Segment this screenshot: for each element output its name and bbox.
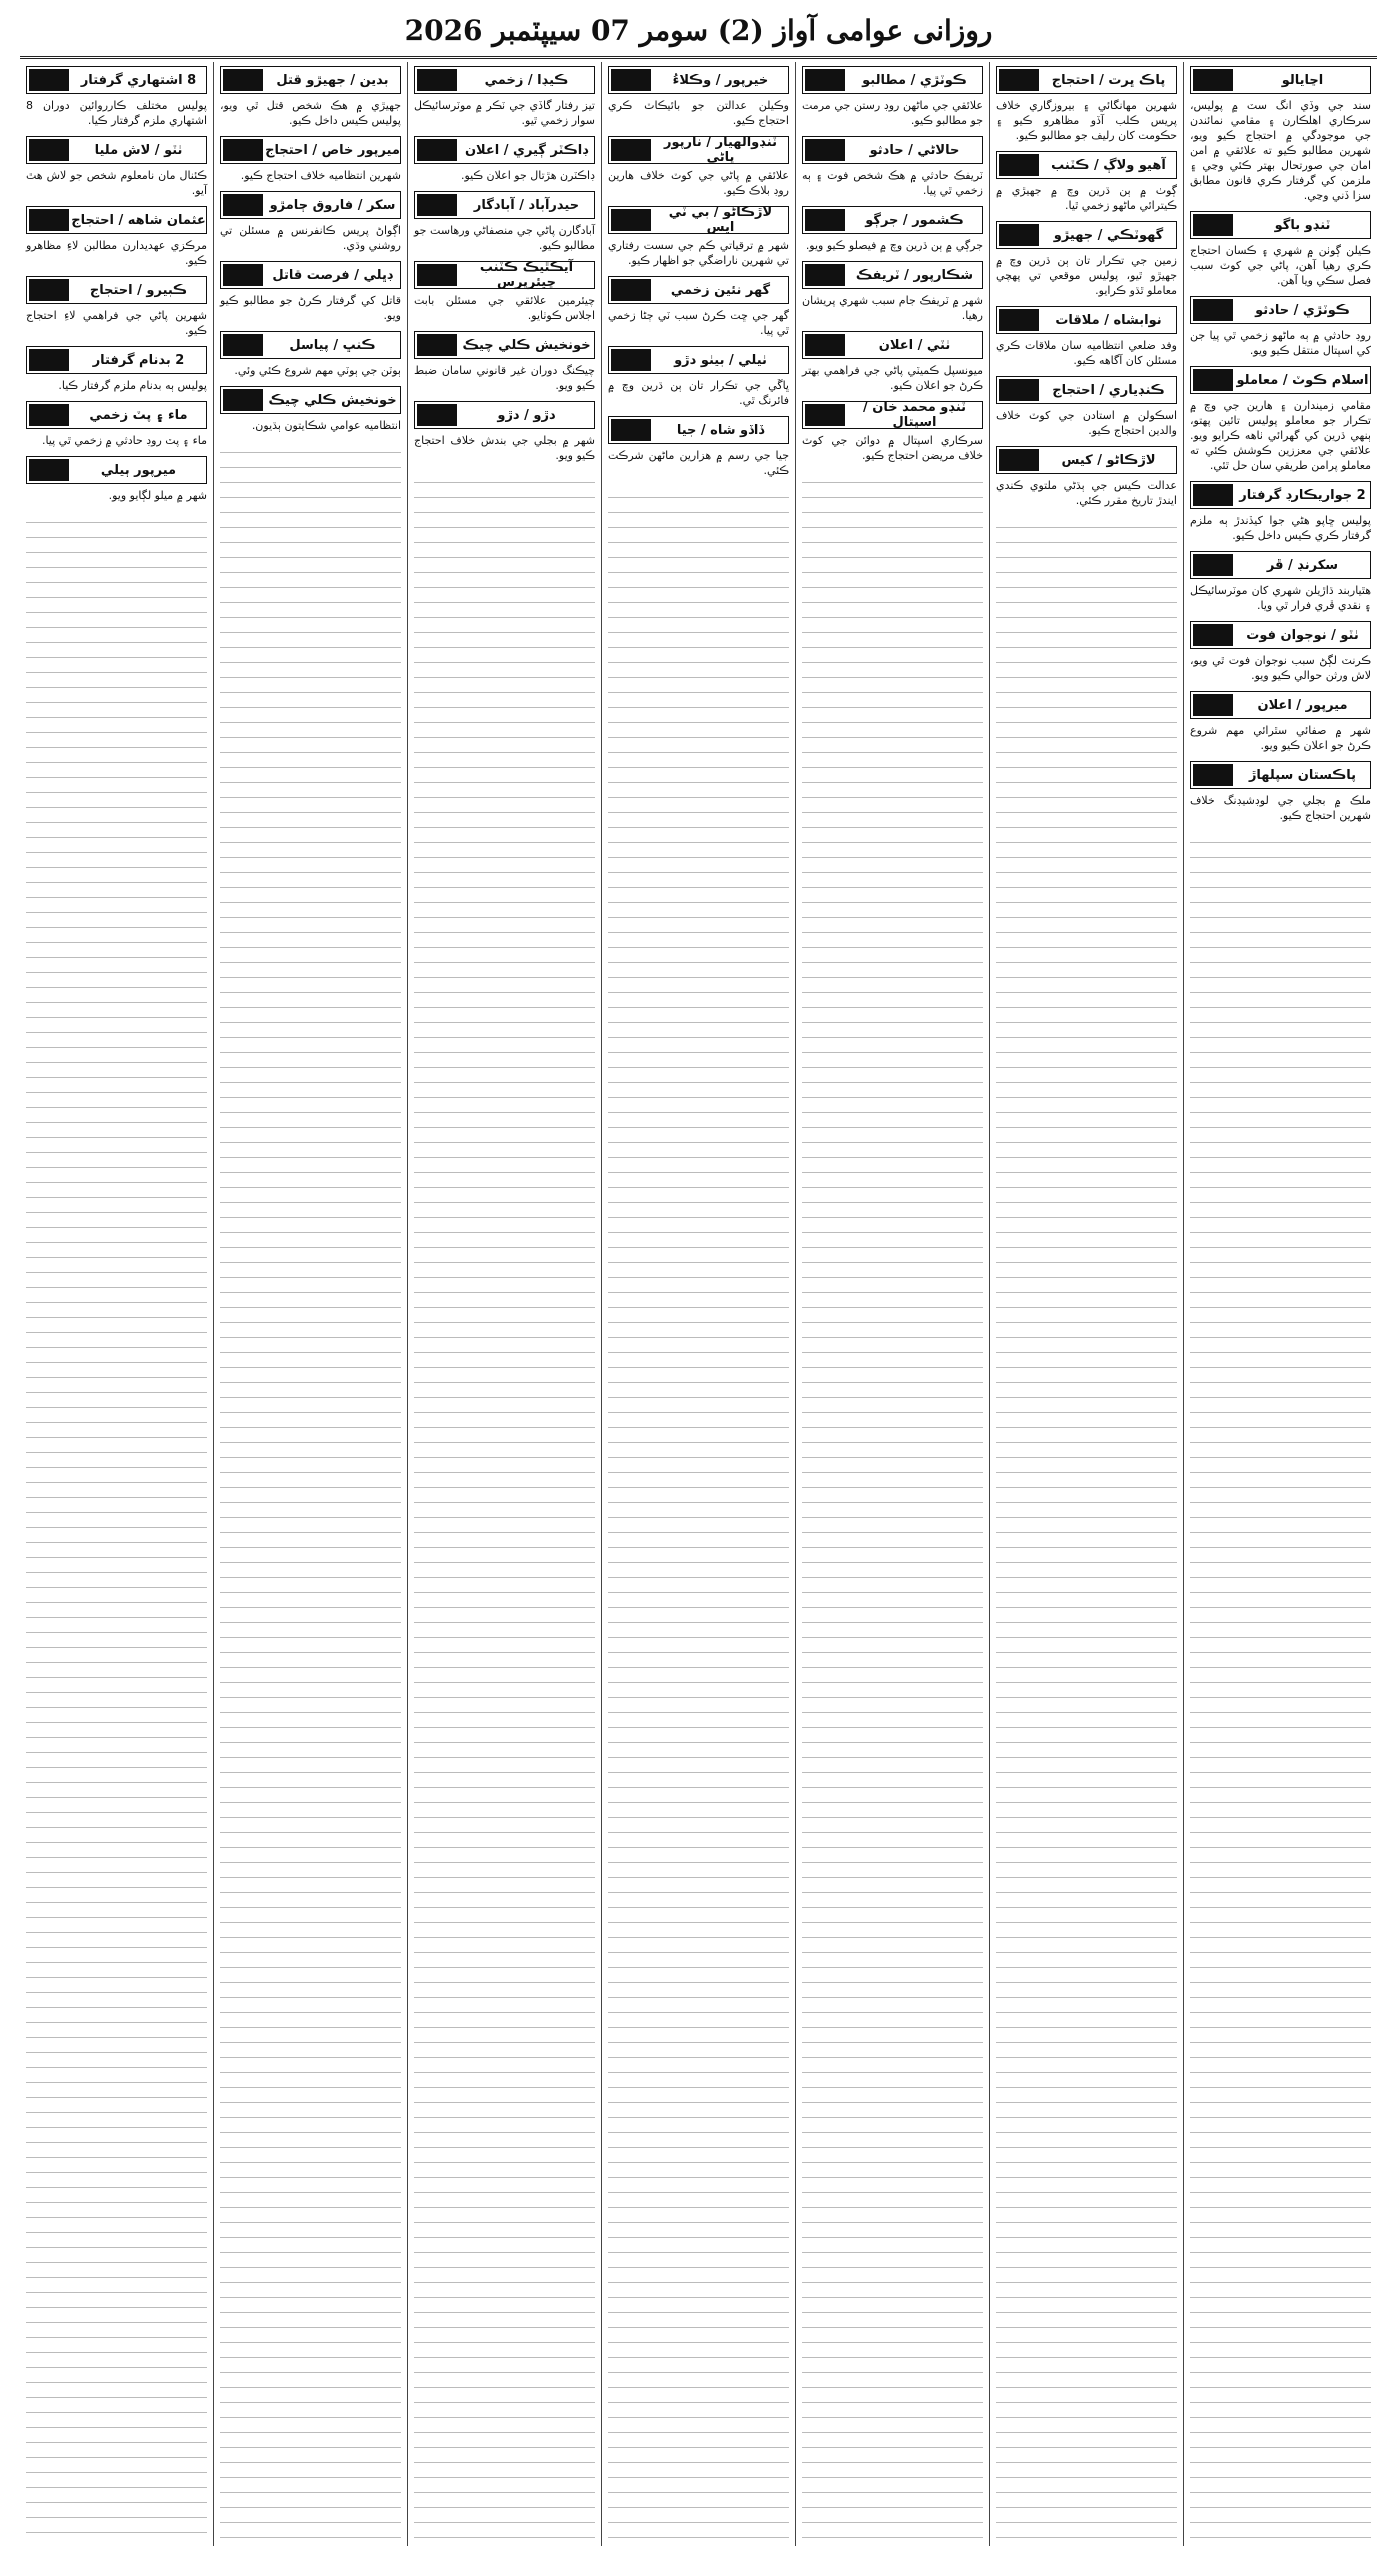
story-body: سند جي وڏي انگ سٽ ۾ پوليس، سرڪاري اهلڪارن ۽ مقامي نمائندن جي موجودگي ۾ احتجاج ڪيو ويو، شهرين مطالبو ڪيو ته علائقي ۾ امن امان جي صورتحال بهتر ڪئي وڃي ۽ ملزمن کي گرفتار ڪري قانون مطابق سزا ڏني وڃي.: [1190, 99, 1371, 202]
story-dateline: گهر نئين زخمي: [670, 282, 771, 298]
story-dateline: ڪبيرو / احتجاج: [89, 282, 188, 298]
story-header: [996, 446, 1177, 474]
story-body: ماء ۽ پٽ روڊ حادثي ۾ زخمي ٿي پيا.: [41, 434, 207, 447]
story-dateline: ٺيلي / بيٺو دڙو: [674, 352, 767, 368]
column-text-filler: [996, 516, 1177, 2546]
black-tag-block: [611, 279, 651, 301]
story-body: سرڪاري اسپتال ۾ دوائن جي کوٽ خلاف مريضن احتجاج ڪيو.: [802, 434, 983, 462]
news-story: [26, 456, 207, 503]
black-tag-block: [29, 139, 69, 161]
news-story: [802, 261, 983, 323]
story-body: هٿياربند ڌاڙيلن شهري کان موٽرسائيڪل ۽ نقدي ڦري فرار ٿي ويا.: [1190, 584, 1371, 612]
news-story: [1190, 761, 1371, 823]
story-header: [802, 331, 983, 359]
black-tag-block: [805, 209, 845, 231]
story-dateline: سکرنڊ / ڦر: [1266, 557, 1339, 573]
black-tag-block: [611, 139, 651, 161]
story-body: وڪيلن عدالتن جو بائيڪاٽ ڪري احتجاج ڪيو.: [608, 99, 789, 127]
story-body: مقامي زميندارن ۽ هارين جي وچ ۾ تڪرار جو معاملو پوليس تائين پهتو، ٻنهي ڌرين کي گهرائي ٺاهه ڪرايو ويو. علائقي جي معززين ڪوشش ڪئي ته معاملو پرامن طريقي سان حل ٿئي.: [1190, 399, 1371, 472]
story-dateline: اسلام ڪوٽ / معاملو: [1236, 372, 1369, 388]
black-tag-block: [223, 139, 263, 161]
story-header: [1190, 366, 1371, 394]
news-story: [26, 346, 207, 393]
story-header: [414, 331, 595, 359]
story-body: ميونسپل ڪميٽي پاڻي جي فراهمي بهتر ڪرڻ جو اعلان ڪيو.: [802, 364, 983, 392]
black-tag-block: [29, 459, 69, 481]
news-story: [802, 401, 983, 463]
column-text-filler: [1190, 831, 1371, 2546]
story-header: [220, 136, 401, 164]
news-story: [802, 66, 983, 128]
black-tag-block: [223, 334, 263, 356]
black-tag-block: [223, 264, 263, 286]
news-story: [26, 276, 207, 338]
story-body: ڪئنال مان نامعلوم شخص جو لاش هٿ آيو.: [26, 169, 207, 197]
story-header: [1190, 66, 1371, 94]
news-story: [414, 401, 595, 463]
black-tag-block: [805, 404, 845, 426]
black-tag-block: [29, 404, 69, 426]
story-dateline: ماء ۽ پٽ زخمي: [89, 407, 188, 423]
news-story: [220, 261, 401, 323]
black-tag-block: [417, 69, 457, 91]
story-header: [996, 66, 1177, 94]
story-dateline: 2 جواريڪارڊ گرفتار: [1239, 487, 1366, 503]
story-body: مرڪزي عهديدارن مطالبن لاءِ مظاهرو ڪيو.: [26, 239, 207, 267]
black-tag-block: [999, 309, 1039, 331]
story-body: چيڪنگ دوران غير قانوني سامان ضبط ڪيو ويو.: [414, 364, 595, 392]
black-tag-block: [417, 334, 457, 356]
story-body: جيا جي رسم ۾ هزارين ماڻهن شرڪت ڪئي.: [608, 449, 789, 477]
news-story: [1190, 66, 1371, 203]
story-header: [802, 136, 983, 164]
black-tag-block: [1193, 694, 1233, 716]
story-body: علائقي ۾ پاڻي جي کوٽ خلاف هارين روڊ بلاڪ ڪيو.: [608, 169, 789, 197]
story-dateline: ٺٽو / لاش مليا: [94, 142, 183, 158]
news-story: [26, 66, 207, 128]
news-story: [26, 401, 207, 448]
story-header: [802, 261, 983, 289]
news-story: [608, 416, 789, 478]
story-dateline: 2 بدنام گرفتار: [92, 352, 185, 368]
story-header: [608, 346, 789, 374]
story-header: [1190, 691, 1371, 719]
story-body: ڊاڪٽرن هڙتال جو اعلان ڪيو.: [460, 169, 595, 182]
story-body: اسڪولن ۾ استادن جي کوٽ خلاف والدين احتجاج ڪيو.: [996, 409, 1177, 437]
news-column: [407, 62, 601, 2546]
story-body: ملڪ ۾ بجلي جي لوڊشيڊنگ خلاف شهرين احتجاج ڪيو.: [1190, 794, 1371, 822]
story-body: وفد ضلعي انتظاميه سان ملاقات ڪري مسئلن کان آگاهه ڪيو.: [996, 339, 1177, 367]
black-tag-block: [29, 279, 69, 301]
black-tag-block: [417, 139, 457, 161]
story-header: [26, 206, 207, 234]
story-body: اڳواڻ پريس ڪانفرنس ۾ مسئلن تي روشني وڌي.: [220, 224, 401, 252]
story-dateline: حالاڻي / حادثو: [869, 142, 960, 158]
story-header: [608, 206, 789, 234]
black-tag-block: [1193, 69, 1233, 91]
story-header: [996, 376, 1177, 404]
story-dateline: ڪوٽڙي / مطالبو: [862, 72, 967, 88]
news-story: [220, 331, 401, 378]
news-story: [1190, 481, 1371, 543]
story-body: شهر ۾ بجلي جي بندش خلاف احتجاج ڪيو ويو.: [414, 434, 595, 462]
black-tag-block: [223, 389, 263, 411]
news-story: [1190, 296, 1371, 358]
story-header: [220, 386, 401, 414]
story-header: [26, 346, 207, 374]
story-header: [1190, 481, 1371, 509]
black-tag-block: [1193, 554, 1233, 576]
news-story: [1190, 691, 1371, 753]
story-header: [26, 136, 207, 164]
story-dateline: 8 اشتهاري گرفتار: [80, 72, 197, 88]
story-dateline: گهوٽڪي / جهيڙو: [1053, 227, 1164, 243]
black-tag-block: [1193, 369, 1233, 391]
story-header: [1190, 211, 1371, 239]
story-body: روڊ حادثي ۾ ٻه ماڻهو زخمي ٿي پيا جن کي اسپتال منتقل ڪيو ويو.: [1190, 329, 1371, 357]
story-dateline: آهيو ولاڳ / ڪٽنب: [1051, 157, 1166, 173]
story-header: [608, 276, 789, 304]
news-column: [20, 62, 213, 2546]
black-tag-block: [223, 194, 263, 216]
story-body: چيئرمين علائقي جي مسئلن بابت اجلاس ڪوٺايو.: [414, 294, 595, 322]
black-tag-block: [611, 69, 651, 91]
news-story: [1190, 366, 1371, 473]
news-story: [608, 66, 789, 128]
black-tag-block: [1193, 214, 1233, 236]
story-dateline: ڪشمور / جرڳو: [865, 212, 964, 228]
news-story: [608, 346, 789, 408]
story-body: ٻوٽن جي ٻوٽي مهم شروع ڪئي وئي.: [234, 364, 401, 377]
news-story: [220, 191, 401, 253]
news-story: [26, 136, 207, 198]
story-dateline: ڊڀلي / فرصت قاتل: [272, 267, 393, 283]
black-tag-block: [1193, 764, 1233, 786]
story-dateline: ٺٽي / اعلان: [878, 337, 951, 353]
news-story: [414, 191, 595, 253]
story-body: شهر ۾ صفائي سٿرائي مهم شروع ڪرڻ جو اعلان ڪيو ويو.: [1190, 724, 1371, 752]
story-dateline: ميرپور ٻيلي: [100, 462, 177, 478]
black-tag-block: [1193, 624, 1233, 646]
story-dateline: عثمان شاهه / احتجاج: [71, 212, 206, 228]
story-dateline: ڪوٽڙي / حادثو: [1255, 302, 1350, 318]
news-column: [1183, 62, 1377, 2546]
news-story: [996, 446, 1177, 508]
news-story: [220, 136, 401, 183]
black-tag-block: [999, 449, 1039, 471]
story-body: شهر ۾ ٽريفڪ جام سبب شهري پريشان رهيا.: [802, 294, 983, 322]
black-tag-block: [29, 69, 69, 91]
story-header: [1190, 551, 1371, 579]
story-dateline: شڪارپور / ٽريفڪ: [855, 267, 974, 283]
story-header: [802, 66, 983, 94]
story-header: [414, 136, 595, 164]
black-tag-block: [999, 224, 1039, 246]
black-tag-block: [805, 264, 845, 286]
black-tag-block: [611, 209, 651, 231]
story-header: [802, 206, 983, 234]
black-tag-block: [999, 379, 1039, 401]
story-body: علائقي جي ماڻهن روڊ رستن جي مرمت جو مطالبو ڪيو.: [802, 99, 983, 127]
story-dateline: ڪيڊا / زخمي: [484, 72, 569, 88]
story-header: [414, 191, 595, 219]
story-dateline: پاڪ ڀرت / احتجاج: [1051, 72, 1166, 88]
story-body: ڪيلن ڳوٺن ۾ شهري ۽ ڪسان احتجاج ڪري رهيا آهن، پاڻي جي کوٽ سبب فصل سڪي ويا آهن.: [1190, 244, 1371, 287]
news-story: [802, 136, 983, 198]
story-header: [220, 331, 401, 359]
news-story: [220, 386, 401, 433]
story-body: شهر ۾ ميلو لڳايو ويو.: [108, 489, 207, 502]
story-body: قاتل کي گرفتار ڪرڻ جو مطالبو ڪيو ويو.: [220, 294, 401, 322]
story-header: [996, 306, 1177, 334]
masthead: [20, 8, 1377, 59]
story-body: جرڳي ۾ ٻن ڌرين وچ ۾ فيصلو ڪيو ويو.: [805, 239, 983, 252]
story-body: شهرين پاڻي جي فراهمي لاءِ احتجاج ڪيو.: [26, 309, 207, 337]
story-body: انتظاميه عوامي شڪايتون ٻڌيون.: [251, 419, 401, 432]
black-tag-block: [417, 404, 457, 426]
story-dateline: ڪنڀ / پياسل: [289, 337, 376, 353]
black-tag-block: [417, 194, 457, 216]
news-story: [996, 66, 1177, 143]
story-body: پوليس مختلف ڪارروائين دوران 8 اشتهاري ملزم گرفتار ڪيا.: [26, 99, 207, 127]
news-story: [1190, 211, 1371, 288]
news-story: [996, 376, 1177, 438]
black-tag-block: [611, 419, 651, 441]
story-dateline: سکر / فاروق ڄامڙو: [269, 197, 396, 213]
story-header: [26, 401, 207, 429]
column-text-filler: [802, 471, 983, 2546]
news-column: [795, 62, 989, 2546]
story-body: شهرين مهانگائي ۽ بيروزگاري خلاف پريس ڪلب آڏو مظاهرو ڪيو ۽ حڪومت کان رليف جو مطالبو ڪيو.: [996, 99, 1177, 142]
story-dateline: ڪنڊياري / احتجاج: [1052, 382, 1165, 398]
story-dateline: ٽنڊوالهيار / نارپور پاڻي: [664, 135, 777, 165]
news-story: [1190, 551, 1371, 613]
story-dateline: خيرپور / وڪلاءُ: [672, 72, 769, 88]
news-column: [989, 62, 1183, 2546]
news-column: [601, 62, 795, 2546]
story-body: ڪرنٽ لڳڻ سبب نوجوان فوت ٿي ويو، لاش ورثن حوالي ڪيو ويو.: [1190, 654, 1371, 682]
black-tag-block: [1193, 484, 1233, 506]
column-text-filler: [26, 511, 207, 2546]
story-dateline: ٽنڊو باگو: [1274, 217, 1331, 233]
news-story: [414, 331, 595, 393]
story-dateline: دڙو / دڙو: [497, 407, 556, 423]
story-header: [608, 66, 789, 94]
newspaper-title: روزانی عوامی آواز (2) سومر 07 سيپٽمبر 2026: [404, 14, 993, 47]
story-header: [1190, 296, 1371, 324]
news-story: [26, 206, 207, 268]
story-dateline: حيدرآباد / آبادگار: [473, 197, 580, 213]
news-story: [996, 221, 1177, 298]
story-header: [996, 221, 1177, 249]
story-body: پوليس ڇاپو هڻي جوا کيڏندڙ ٻه ملزم گرفتار ڪري ڪيس داخل ڪيو.: [1190, 514, 1371, 542]
black-tag-block: [29, 209, 69, 231]
story-dateline: خونخيش ڪلي چيڪ: [268, 392, 397, 408]
story-header: [414, 66, 595, 94]
story-dateline: ڏاڏو شاه / جيا: [676, 422, 765, 438]
black-tag-block: [805, 139, 845, 161]
black-tag-block: [29, 349, 69, 371]
story-header: [220, 191, 401, 219]
news-story: [608, 136, 789, 198]
story-header: [1190, 621, 1371, 649]
news-story: [414, 136, 595, 183]
black-tag-block: [417, 264, 457, 286]
news-story: [608, 276, 789, 338]
story-body: آبادگارن پاڻي جي منصفاڻي ورهاست جو مطالبو ڪيو.: [414, 224, 595, 252]
story-header: [220, 66, 401, 94]
story-body: پوليس ٻه بدنام ملزم گرفتار ڪيا.: [58, 379, 207, 392]
story-dateline: اڃايالو: [1281, 72, 1324, 88]
story-body: جهيڙي ۾ هڪ شخص قتل ٿي ويو، پوليس ڪيس داخل ڪيو.: [220, 99, 401, 127]
story-dateline: ميرپور خاص / احتجاج: [265, 142, 400, 158]
story-dateline: لاڙڪاڻو / کيس: [1061, 452, 1156, 468]
story-header: [996, 151, 1177, 179]
story-body: زمين جي تڪرار تان ٻن ڌرين وچ ۾ جهيڙو ٿيو، پوليس موقعي تي پهچي معاملو ٿڌو ڪرايو.: [996, 254, 1177, 297]
story-header: [608, 416, 789, 444]
story-body: شهرين انتظاميه خلاف احتجاج ڪيو.: [240, 169, 401, 182]
story-dateline: نوابشاه / ملاقات: [1055, 312, 1162, 328]
story-dateline: ٽنڊو محمد خان / اسپتال: [862, 400, 967, 430]
news-story: [608, 206, 789, 268]
news-story: [220, 66, 401, 128]
story-header: [414, 401, 595, 429]
black-tag-block: [1193, 299, 1233, 321]
news-story: [1190, 621, 1371, 683]
news-story: [802, 206, 983, 253]
news-story: [996, 151, 1177, 213]
story-header: [26, 66, 207, 94]
news-story: [414, 66, 595, 128]
story-dateline: خونخيش ڪلي چيڪ: [462, 337, 591, 353]
column-text-filler: [414, 471, 595, 2546]
story-body: عدالت ڪيس جي ٻڌڻي ملتوي ڪندي ايندڙ تاريخ مقرر ڪئي.: [996, 479, 1177, 507]
news-story: [414, 261, 595, 323]
story-header: [802, 401, 983, 429]
story-body: ڳوٺ ۾ ٻن ڌرين وچ ۾ جهيڙي ۾ ڪيترائي ماڻهو زخمي ٿيا.: [996, 184, 1177, 212]
story-header: [26, 456, 207, 484]
story-body: ٽريفڪ حادثي ۾ هڪ شخص فوت ۽ ٻه زخمي ٿي پيا.: [802, 169, 983, 197]
black-tag-block: [999, 69, 1039, 91]
column-text-filler: [220, 441, 401, 2546]
black-tag-block: [805, 334, 845, 356]
story-dateline: لاڙڪاڻو / بي ٽي ايس: [668, 205, 773, 235]
black-tag-block: [999, 154, 1039, 176]
story-body: گهر جي ڇت ڪرڻ سبب ٽي ڄڻا زخمي ٿي پيا.: [608, 309, 789, 337]
news-story: [802, 331, 983, 393]
story-body: شهر ۾ ترقياتي ڪم جي سست رفتاري تي شهرين ناراضگي جو اظهار ڪيو.: [608, 239, 789, 267]
news-column: [213, 62, 407, 2546]
story-dateline: پاڪستان سپلهاڙ: [1248, 767, 1357, 783]
black-tag-block: [223, 69, 263, 91]
story-body: ڀاڱي جي تڪرار تان ٻن ڌرين وچ ۾ فائرنگ ٿي.: [608, 379, 789, 407]
story-dateline: ميرپور / اعلان: [1257, 697, 1348, 713]
story-header: [608, 136, 789, 164]
black-tag-block: [611, 349, 651, 371]
story-dateline: بدين / جهيڙو قتل: [276, 72, 389, 88]
columns-container: [20, 62, 1377, 2546]
story-body: تيز رفتار گاڏي جي ٽڪر ۾ موٽرسائيڪل سوار زخمي ٿيو.: [414, 99, 595, 127]
story-dateline: ڊاڪٽر ڳيري / اعلان: [464, 142, 589, 158]
story-header: [26, 276, 207, 304]
news-story: [996, 306, 1177, 368]
column-text-filler: [608, 486, 789, 2546]
story-dateline: ٺٽو / نوجوان فوت: [1246, 627, 1359, 643]
story-dateline: آيڪٿيڪ ڪٽنب چيئرپرس: [479, 260, 574, 290]
story-header: [414, 261, 595, 289]
story-header: [220, 261, 401, 289]
story-header: [1190, 761, 1371, 789]
black-tag-block: [805, 69, 845, 91]
